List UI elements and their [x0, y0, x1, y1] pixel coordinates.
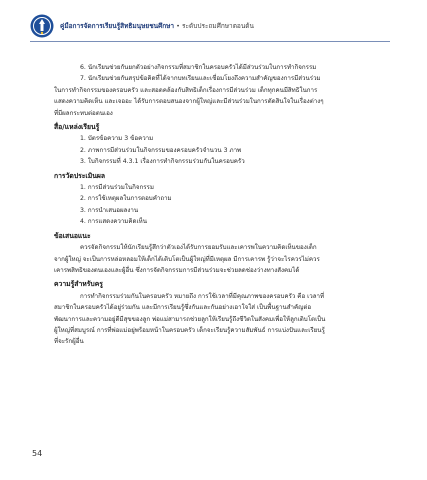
knowledge-paragraph-line: ผู้ใหญ่ที่สมบูรณ์ การที่พ่อแม่อยู่พร้อมหน้าในครอบครัว เด็กจะเรียนรู้ความสัมพันธ์ การแบ่งปันและเรียนรู้ [54, 326, 325, 334]
knowledge-paragraph-line: สมาชิกในครอบครัวได้อยู่ร่วมกัน และมีการเรียนรู้ซึ่งกันและกันอย่างเอาใจใส่ เป็นพื้นฐานสำคัญต่อ [54, 304, 312, 312]
evaluation-item: 1. การมีส่วนร่วมในกิจกรรม [80, 184, 154, 192]
page-content [54, 62, 384, 348]
suggestion-paragraph-line: เคารพสิทธิของตนเองและผู้อื่น ซึ่งการจัดกิจกรรมการมีส่วนร่วมจะช่วยลดช่องว่างทางสังคมได้ [54, 266, 300, 274]
evaluation-item: 2. การใช้เหตุผลในการตอบคำถาม [80, 195, 172, 203]
media-item: 2. ภาพการมีส่วนร่วมในกิจกรรมของครอบครัวจำนวน 3 ภาพ [80, 146, 242, 154]
knowledge-paragraph-line: พัฒนาการและความอยู่ดีมีสุขของลูก พ่อแม่สามารถช่วยลูกให้เรียนรู้ถึงชีวิตในสังคมเพื่อให้ลูกเติบโตเป็น [54, 315, 326, 323]
emblem-logo-icon [30, 14, 54, 38]
media-heading: สื่อ/แหล่งเรียนรู้ [54, 123, 100, 132]
media-item: 1. บัตรข้อความ 3 ข้อความ [80, 135, 154, 143]
evaluation-heading: การวัดประเมินผล [54, 171, 106, 180]
evaluation-item: 4. การแสดงความคิดเห็น [80, 218, 147, 226]
evaluation-item: 3. การนำเสนอผลงาน [80, 206, 139, 214]
suggestion-paragraph-line: จากผู้ใหญ่ จะเป็นการหล่อหลอมให้เด็กได้เติบโตเป็นผู้ใหญ่ที่มีเหตุผล มีการเคารพ รู้ว่าจะไรควรไม่ควร [54, 255, 320, 263]
header-title [60, 21, 254, 31]
page-header [30, 14, 400, 40]
procedure-item-6: 6. นักเรียนช่วยกันยกตัวอย่างกิจกรรมที่สมาชิกในครอบครัวได้มีส่วนร่วมในการทำกิจกรรม [80, 64, 317, 71]
header-divider [30, 41, 390, 42]
manual-subtitle: • ระดับประถมศึกษาตอนต้น [174, 22, 254, 30]
procedure-item-7: 7. นักเรียนช่วยกันสรุปข้อคิดที่ได้จากบทเรียนและเชื่อมโยงถึงความสำคัญของการมีส่วนร่วม [80, 75, 321, 83]
page-number: 54 [32, 449, 43, 458]
procedure-item-7-line: แสดงความคิดเห็น และเจออะ ได้รับการตอบสนองจากผู้ใหญ่และมีส่วนร่วมในการตัดสินใจในเรื่องต่างๆ [54, 98, 324, 106]
suggestion-paragraph: ควรจัดกิจกรรมให้นักเรียนรู้สึกว่าตัวเองได้รับการยอมรับและเคารพในความคิดเห็นของเด็ก [80, 244, 317, 252]
media-item: 3. ใบกิจกรรมที่ 4.3.1 เรื่องการทำกิจกรรมร่วมกันในครอบครัว [80, 158, 245, 166]
procedure-item-7-line: ที่มีผลกระทบต่อตนเอง [54, 109, 113, 117]
procedure-item-7-line: ในการทำกิจกรรมของครอบครัว และสอดคล้องกับสิทธิเด็กเรื่องการมีส่วนร่วม เด็กทุกคนมีสิทธิในการ [54, 86, 318, 94]
knowledge-paragraph-line: ที่จะรักผู้อื่น [54, 338, 84, 346]
knowledge-paragraph: การทำกิจกรรมร่วมกันในครอบครัว หมายถึง การใช้เวลาที่มีคุณภาพของครอบครัว คือ เวลาที่ [80, 292, 325, 300]
teacher-knowledge-heading: ความรู้สำหรับครู [54, 280, 103, 289]
manual-title: คู่มือการจัดการเรียนรู้สิทธิมนุษยชนศึกษา [60, 22, 175, 30]
suggestion-heading: ข้อเสนอแนะ [54, 231, 91, 240]
